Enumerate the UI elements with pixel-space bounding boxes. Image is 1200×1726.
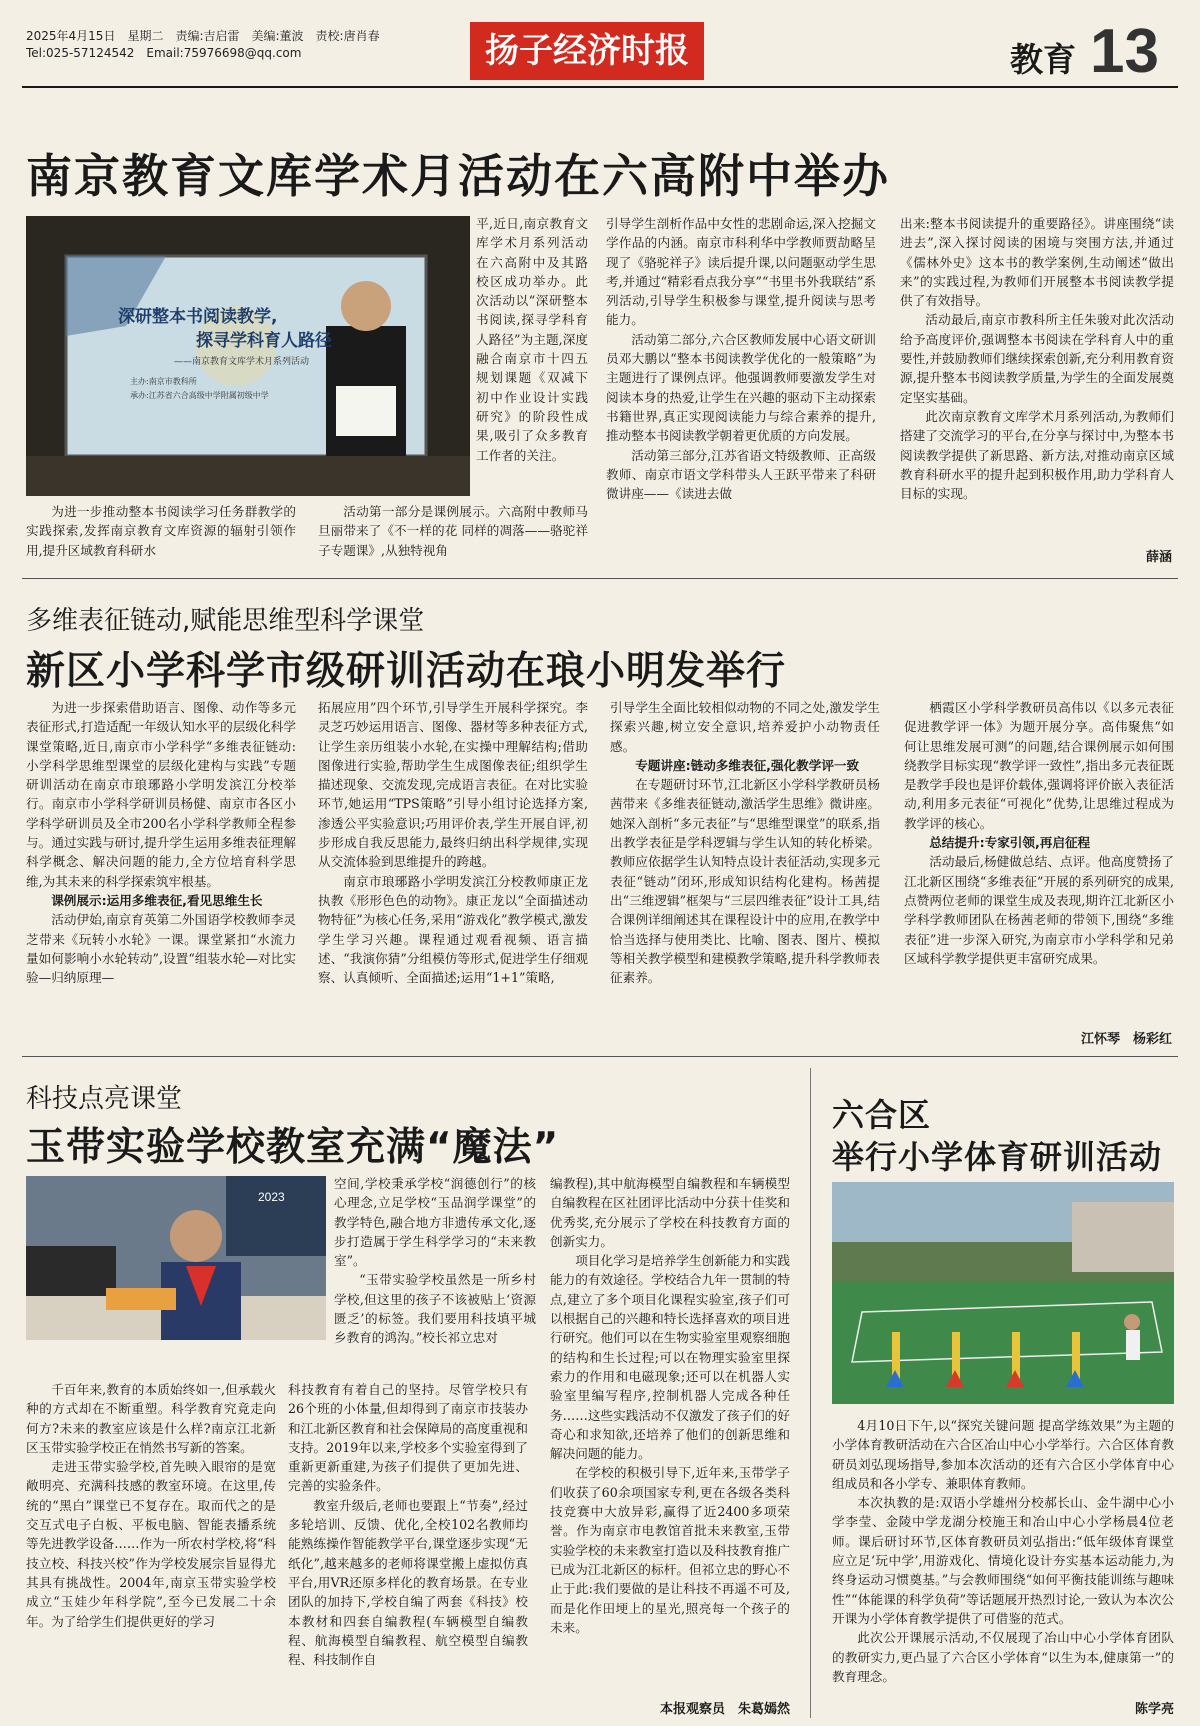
article3-col2 [288, 1380, 528, 1716]
paragraph: 活动第三部分,江苏省语文特级教师、正高级教师、南京市语文学科带头人王跃平带来了科研微讲座——《读进去做 [606, 447, 876, 502]
masthead-logo: 扬子经济时报 [470, 22, 704, 80]
paragraph: 空间,学校秉承学校“润德创行”的核心理念,立足学校“玉品润学课堂”的教学特色,融合地方非遗传承文化,逐步打造属于学生科学学习的“未来教室”。 [334, 1176, 536, 1269]
paragraph: 引导学生全面比较相似动物的不同之处,激发学生探索兴趣,树立安全意识,培养爱护小动物责任感。 [610, 700, 880, 754]
article2-byline: 江怀琴 杨彩红 [1080, 1032, 1172, 1047]
paragraph: 平,近日,南京教育文库学术月系列活动在六高附中及其路校区成功举办。此次活动以“深研整本书阅读,探寻学科育人路径”为主题,深度融合南京市十四五规划课题《双减下初中作业设计实践研究》的阶段性成果,吸引了众多教育工作者的关注。 [476, 216, 588, 463]
article3-col3 [550, 1174, 790, 1694]
paragraph: 科技教育有着自己的坚持。尽管学校只有26个班的小体量,但却得到了南京市技装办和江北新区教育和社会保障局的高度重视和支持。2019年以来,学校多个实验室得到了重新更新重建,为孩子们提供了更加先进、完善的实验条件。 [288, 1382, 528, 1494]
paragraph: 此次公开课展示活动,不仅展现了冶山中心小学体育团队的教研实力,更凸显了六合区小学体育“以生为本,健康第一”的教育理念。 [832, 1630, 1174, 1684]
slide-title-1: 深研整本书阅读教学, [118, 307, 278, 327]
paragraph: 栖霞区小学科学教研员高伟以《以多元表征促进教学评一体》为题开展分享。高伟聚焦“如何让思维发展可测”的问题,结合课例展示如何围绕教学目标实现“教学评一致性”,指出多元表征既是教学手段也是评价载体,强调将评价嵌入表征活动,利用多元表征“可视化”优势,让思维过程成为教学评的核心。 [904, 700, 1174, 831]
paragraph: 项目化学习是培养学生创新能力和实践能力的有效途径。学校结合九年一贯制的特点,建立了多个项目化课程实验室,孩子们可以根据自己的兴趣和特长选择喜欢的项目进行研究。他们可以在生物实验室里观察细胞的结构和生长过程;可以在物理实验室里探索力的作用和电磁现象;还可以在机器人实验室里编写程序,控制机器人完成各种任务……这些实践活动不仅激发了孩子们的好奇心和求知欲,还培养了他们的创新思维和解决问题的能力。 [550, 1253, 790, 1462]
article3-title: 玉带实验学校教室充满“魔法” [26, 1125, 560, 1170]
article2-kicker: 多维表征链动,赋能思维型科学课堂 [26, 606, 425, 636]
article3-intro [334, 1174, 536, 1354]
article2-col1 [26, 698, 296, 1050]
article1-col1-top [476, 214, 588, 502]
paragraph: 活动最后,杨健做总结、点评。他高度赞扬了江北新区围绕“多维表征”开展的系列研究的成果,点赞两位老师的课堂生成及表现,期许江北新区小学科学教师团队在杨茜老师的带领下,围绕“多维表征”进一步深入研究,为南京市小学科学和兄弟区域科学教学提供更丰富研究成果。 [904, 854, 1174, 966]
article2-col2 [318, 698, 588, 1050]
article3-col1 [26, 1380, 276, 1716]
article3-photo [26, 1176, 326, 1340]
subheading: 课例展示:运用多维表征,看见思维生长 [51, 892, 263, 908]
slide-host: 主办:南京市教科所 [130, 377, 197, 386]
section-name: 教育 [1010, 40, 1076, 79]
article1-title: 南京教育文库学术月活动在六高附中举办 [26, 149, 890, 203]
article3-byline: 本报观察员 朱葛嫣然 [659, 1702, 790, 1717]
paragraph: 走进玉带实验学校,首先映入眼帘的是宽敞明亮、充满科技感的教室环境。在这里,传统的“黑白”课堂已不复存在。取而代之的是交互式电子白板、平板电脑、智能表播系统等先进教学设备……作为一所农村学校,将“科技立校、科技兴校”作为学校发展宗旨显得尤其具有挑战性。2004年,南京玉带实验学校成立“玉娃少年科学院”,至今已发展二十余年。为了给学生们提供更好的学习 [26, 1459, 276, 1629]
paragraph: 引导学生剖析作品中女性的悲剧命运,深入挖掘文学作品的内涵。南京市科利华中学教师贾劼略呈现了《骆驼祥子》读后提升课,以问题驱动学生思考,并通过“精彩看点我分享”“书里书外我联结”系列活动,引导学生积极参与课堂,提升阅读与思考能力。 [606, 216, 876, 328]
paragraph: 活动伊始,南京育英第二外国语学校教师李灵芝带来《玩转小水轮》一课。课堂紧扣“水流力量如何影响小水轮转动”,设置“组装水轮—对比实验—归纳原理— [26, 912, 296, 986]
paragraph: 在学校的积极引导下,近年来,玉带学子们收获了60余项国家专利,更在各级各类科技竞赛中大放异彩,赢得了近2400多项荣誉。作为南京市电教馆首批未来教室,玉带实验学校的未来教室打造以及科技教育推广已成为江北新区的标杆。但祁立忠的野心不止于此:我们要做的是让科技不再遥不可及,而是化作田埂上的星光,照亮每一个孩子的未来。 [550, 1465, 790, 1635]
photo-year: 2023 [258, 1190, 285, 1204]
paragraph: 教室升级后,老师也要跟上“节奏”,经过多轮培训、反馈、优化,全校102名教师均能熟练操作智能教学平台,课堂逐步实现“无纸化”,越来越多的老师将课堂搬上虚拟仿真平台,用VR还原多样化的教育场景。在专业团队的加持下,学校自编了两套《科技》校本教材和四套自编教程(车辆模型自编教程、航海模型自编教程、航空模型自编教程、科技制作自 [288, 1497, 528, 1668]
divider [22, 578, 1178, 579]
paragraph: 活动第一部分是课例展示。六高附中教师马旦丽带来了《不一样的花 同样的凋落——骆驼祥子专题课》,从独特视角 [318, 504, 588, 558]
subheading: 专题讲座:链动多维表征,强化教学评一致 [635, 757, 860, 773]
paragraph: “玉带实验学校虽然是一所乡村学校,但这里的孩子不该被贴上‘资源匮乏’的标签。我们要用科技填平城乡教育的鸿沟。”校长祁立忠对 [334, 1272, 536, 1346]
article2-title: 新区小学科学市级研训活动在琅小明发举行 [26, 649, 787, 694]
paragraph: 千百年来,教育的本质始终如一,但承载火种的方式却在不断重塑。科学教育究竟走向何方?未来的教室应该是什么样?南京江北新区玉带实验学校正在悄然书写新的答案。 [26, 1382, 276, 1455]
paragraph: 出来:整本书阅读提升的重要路径》。讲座围绕“读进去”,深入探讨阅读的困境与突围方法,并通过《儒林外史》这本书的教学案例,生动阐述“做出来”的实践过程,为教师们开展整本书阅读教学提供了有效指导。 [900, 216, 1174, 309]
header-rule [22, 86, 1178, 88]
subheading: 总结提升:专家引领,再启征程 [929, 835, 1091, 851]
article4-body [832, 1416, 1174, 1706]
article2-col4 [904, 698, 1174, 1028]
column-divider [810, 1068, 811, 1718]
slide-subtitle: ——南京教育文库学术月系列活动 [174, 357, 310, 367]
paragraph: 编教程),其中航海模型自编教程和车辆模型自编教程在区社团评比活动中分获十佳奖和优秀奖,充分展示了学校在科技教育方面的创新实力。 [550, 1176, 790, 1249]
article1-photo [26, 216, 470, 496]
paragraph: 拓展应用”四个环节,引导学生开展科学探究。李灵芝巧妙运用语言、图像、器材等多种表征方式,让学生亲历组装小水轮,在实操中理解结构;借助图像进行实验,帮助学生生成图像表征;组织学生描述现象、交流发现,完成语言表征。在对比实验环节,她运用“TPS策略”引导小组讨论选择方案,渗透公平实验意识;巧用评价表,学生开展自评,初步形成自我反思能力,最终归纳出科学规律,实现从交流体验到思维提升的跨越。 [318, 700, 588, 870]
divider [22, 1056, 1178, 1057]
paragraph: 为进一步推动整本书阅读学习任务群教学的实践探索,发挥南京教育文库资源的辐射引领作用,提升区域教育科研水 [26, 504, 296, 558]
paragraph: 此次南京教育文库学术月系列活动,为教师们搭建了交流学习的平台,在分享与探讨中,为整本书阅读教学提供了新思路、新方法,对推动南京区域教育科研水平的提升起到积极作用,助力学科育人目标的实现。 [900, 408, 1174, 502]
article1-byline: 薛涵 [1145, 550, 1172, 565]
paragraph: 活动最后,南京市教科所主任朱骏对此次活动给予高度评价,强调整本书阅读在学科育人中的重要性,并鼓励教师们继续探索创新,充分利用教育资源,提升整本书阅读教学质量,为学生的全面发展奠定坚实基础。 [900, 312, 1174, 405]
article1-col2 [318, 502, 588, 564]
paragraph: 为进一步探索借助语言、图像、动作等多元表征形式,打造适配一年级认知水平的层级化科学课堂策略,近日,南京市小学科学“多维表征链动:小学科学思维型课堂的层级化建构与实践”专题研训活动在南京市琅琊路小学明发滨江分校举行。南京市小学科学研训员杨健、南京市各区小学科学研训员及全市200名小学科学教师全程参与。通过实践与研讨,提升学生运用多维表征理解科学概念、解决问题的能力,全方位培育科学思维,为其未来的科学探索筑牢根基。 [26, 700, 296, 889]
article1-col4 [900, 214, 1174, 544]
page-number: 13 [1090, 17, 1159, 86]
article1-col1-bottom [26, 502, 296, 564]
article4-byline: 陈学亮 [1134, 1702, 1174, 1717]
article4-title-line2: 举行小学体育研训活动 [832, 1138, 1163, 1176]
article2-col3 [610, 698, 880, 1050]
issue-contact: Tel:025-57124542 Email:75976698@qq.com [26, 46, 302, 60]
article4-photo [832, 1182, 1174, 1404]
article1-col3 [606, 214, 876, 564]
issue-info [26, 28, 446, 62]
paragraph: 4月10日下午,以“探究关键问题 提高学练效果”为主题的小学体育教研活动在六合区冶山中心小学举行。六合区体育教研员刘弘现场指导,参加本次活动的还有六合区小学体育中心组成员和各小学专、兼职体育教师。 [832, 1418, 1174, 1491]
paragraph: 在专题研讨环节,江北新区小学科学教研员杨茜带来《多维表征链动,激活学生思维》微讲座。她深入剖析“多元表征”与“思维型课堂”的联系,指出教学表征是学科逻辑与学生认知的转化桥梁。教师应依据学生认知特点设计表征活动,实现多元表征“链动”闭环,形成知识结构化建构。杨茜提出“三维逻辑”框架与“三层四维表征”设计工具,结合课例详细阐述其在课程设计中的应用,在教学中恰当选择与使用类比、比喻、图表、图片、模拟等相关教学模型和建模教学策略,提升科学教师表征素养。 [610, 777, 880, 986]
article4-title-line1: 六合区 [832, 1096, 932, 1134]
issue-date-editors: 2025年4月15日 星期二 责编:吉启雷 美编:董波 责校:唐肖春 [26, 29, 380, 43]
paragraph: 活动第二部分,六合区教师发展中心语文研训员邓大鹏以“整本书阅读教学优化的一般策略”为主题进行了课例点评。他强调教师要激发学生对阅读本身的热爱,让学生在兴趣的驱动下主动探索书籍世界,真正实现阅读能力与综合素养的提升,推动整本书阅读教学朝着更优质的方向发展。 [606, 331, 876, 444]
paragraph: 本次执教的是:双语小学雄州分校郝长山、金牛湖中心小学李莹、金陵中学龙湖分校施王和冶山中心小学杨晨4位老师。课后研讨环节,区体育教研员刘弘指出:“低年级体育课堂应立足‘玩中学’,用游戏化、情境化设计夯实基本运动能力,为终身运动习惯奠基。”与会教师围绕“如何平衡技能训练与趣味性”“体能课的科学负荷”等话题展开热烈讨论,一致认为本次公开课为小学体育教学提供了可借鉴的范式。 [832, 1495, 1174, 1626]
paragraph: 南京市琅琊路小学明发滨江分校教师康正龙执教《形形色色的动物》。康正龙以“全面描述动物特征”为核心任务,采用“游戏化”教学模式,激发学生学习兴趣。课程通过观看视频、语言描述、“我演你猜”分组模仿等形式,促进学生仔细观察、认真倾听、全面描述;运用“1+1”策略, [318, 873, 588, 986]
slide-organizer: 承办:江苏省六合高级中学附属初级中学 [130, 391, 269, 400]
slide-title-2: 探寻学科育人路径 [196, 331, 332, 351]
article3-kicker: 科技点亮课堂 [26, 1084, 183, 1114]
